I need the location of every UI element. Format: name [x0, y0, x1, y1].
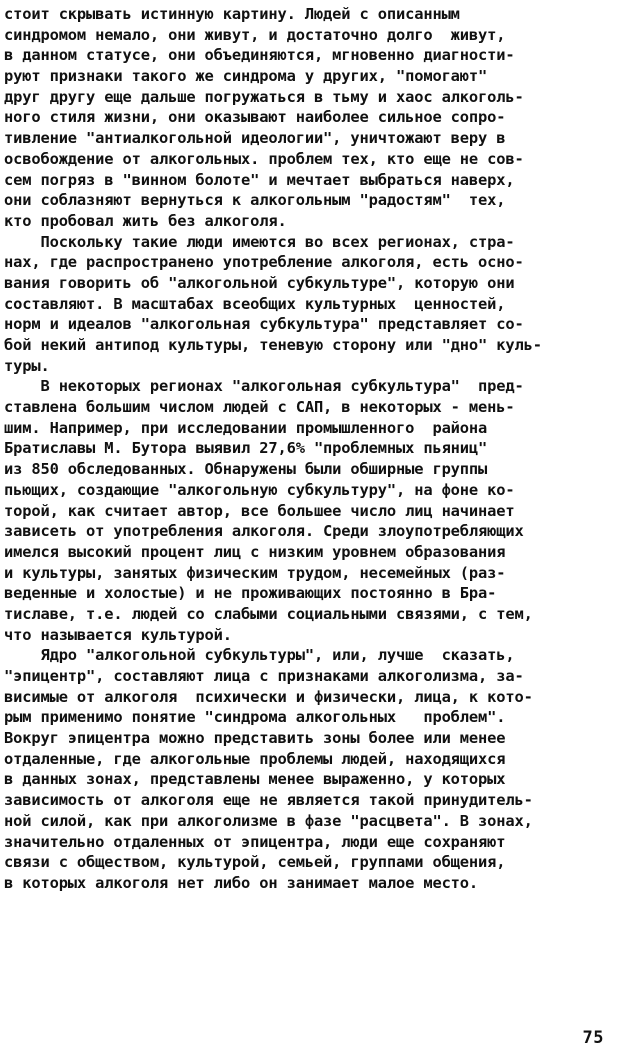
text-line: рым применимо понятие "синдрома алкогольных проблем".: [4, 708, 506, 727]
text-line: шим. Например, при исследовании промышленного района: [4, 418, 488, 437]
text-line: синдромом немало, они живут, и достаточно долго живут,: [4, 25, 506, 44]
text-line: в данных зонах, представлены менее выраженно, у которых: [4, 770, 506, 789]
text-line: ной силой, как при алкоголизме в фазе "расцвета". В зонах,: [4, 811, 533, 830]
text-line: ставлена большим числом людей с САП, в некоторых - мень-: [4, 398, 515, 417]
text-line: тивление "антиалкогольной идеологии", уничтожают веру в: [4, 129, 506, 148]
text-line: Ядро "алкогольной субкультуры", или, лучше сказать,: [4, 646, 515, 665]
text-line: друг другу еще дальше погружаться в тьму и хаос алкоголь-: [4, 87, 524, 106]
text-line: вания говорить об "алкогольной субкультуре", которую они: [4, 273, 515, 292]
text-line: имелся высокий процент лиц с низким уровнем образования: [4, 542, 506, 561]
text-line: пьющих, создающие "алкогольную субкультуру", на фоне ко-: [4, 480, 515, 499]
text-line: значительно отдаленных от эпицентра, люди еще сохраняют: [4, 832, 506, 851]
text-line: что называется культурой.: [4, 625, 232, 644]
text-line: руют признаки такого же синдрома у других, "помогают": [4, 67, 488, 86]
text-line: "эпицентр", составляют лица с признаками алкоголизма, за-: [4, 667, 524, 685]
body-text: [4, 4, 614, 894]
text-line: ного стиля жизни, они оказывают наиболее сильное сопро-: [4, 108, 506, 127]
text-line: бой некий антипод культуры, теневую сторону или "дно" куль-: [4, 336, 542, 354]
text-line: кто пробовал жить без алкоголя.: [4, 211, 287, 230]
text-line: норм и идеалов "алкогольная субкультура" представляет со-: [4, 315, 524, 334]
text-line: освобождение от алкогольных. проблем тех, кто еще не сов-: [4, 149, 524, 168]
text-line: составляют. В масштабах всеобщих культурных ценностей,: [4, 294, 506, 313]
text-line: и культуры, занятых физическим трудом, несемейных (раз-: [4, 563, 506, 582]
text-line: веденные и холостые) и не проживающих постоянно в Бра-: [4, 584, 497, 603]
text-line: В некоторых регионах "алкогольная субкультура" пред-: [4, 377, 524, 396]
text-line: висимые от алкоголя психически и физически, лица, к кото-: [4, 687, 533, 706]
text-line: сем погряз в "винном болоте" и мечтает выбраться наверх,: [4, 170, 515, 189]
text-line: зависимость от алкоголя еще не является такой принудитель-: [4, 791, 533, 810]
text-line: в данном статусе, они объединяются, мгновенно диагности-: [4, 46, 515, 65]
text-line: торой, как считает автор, все большее число лиц начинает: [4, 501, 515, 520]
text-line: в которых алкоголя нет либо он занимает малое место.: [4, 873, 479, 892]
text-line: Братиславы М. Бутора выявил 27,6% "проблемных пьяниц": [4, 439, 488, 458]
text-line: Поскольку такие люди имеются во всех регионах, стра-: [4, 232, 515, 251]
text-line: тиславе, т.е. людей со слабыми социальными связями, с тем,: [4, 604, 533, 623]
text-line: нах, где распространено употребление алкоголя, есть осно-: [4, 253, 524, 272]
text-line: зависеть от употребления алкоголя. Среди злоупотребляющих: [4, 522, 524, 541]
text-line: отдаленные, где алкогольные проблемы людей, находящихся: [4, 749, 506, 768]
text-line: они соблазняют вернуться к алкогольным "радостям" тех,: [4, 191, 506, 210]
text-line: туры.: [4, 356, 50, 375]
text-line: стоит скрывать истинную картину. Людей с описанным: [4, 5, 460, 23]
text-line: Вокруг эпицентра можно представить зоны более или менее: [4, 729, 506, 748]
text-line: из 850 обследованных. Обнаружены были обширные группы: [4, 460, 488, 479]
text-line: связи с обществом, культурой, семьей, группами общения,: [4, 853, 506, 872]
page-number: 75: [582, 1028, 604, 1048]
